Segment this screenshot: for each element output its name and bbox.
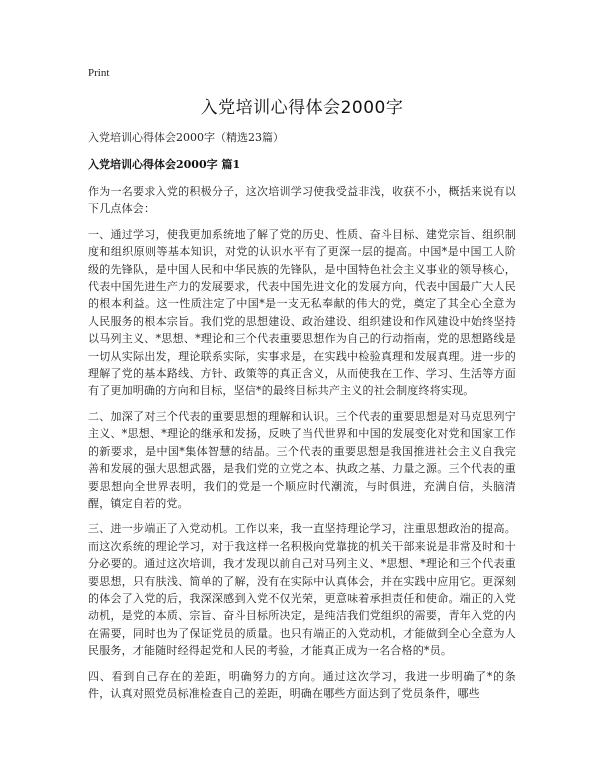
paragraph-point-three: 三、进一步端正了入党动机。工作以来，我一直坚持理论学习，注重思想政治的提高。而这次系统的理论学习，对于我这样一名积极向党靠拢的机关干部来说是非常及时和十分必要的。通过这次培训，我才发现以前自己对马列主义、*思想、*理论和三个代表重要思想，只有肤浅、简单的了解，没有在实际中认真体会，并在实践中应用它。更深刻的体会了入党的后，我深深感到入党不仅光荣，更意味着承担责任和使命。端正的入党动机，是党的本质、宗旨、奋斗目标所决定，是纯洁我们党组织的需要，青年入党的内在需要，同时也为了保证党员的质量。也只有端正的入党动机，才能做到全心全意为人民服务，才能随时经得起党和人民的考验，才能真正成为一名合格的*员。 <box>88 522 516 658</box>
paragraph-intro: 作为一名要求入党的积极分子，这次培训学习使我受益非浅，收获不小，概括来说有以下几点体会： <box>88 185 516 216</box>
document-page <box>88 66 516 702</box>
paragraph-point-two: 二、加深了对三个代表的重要思想的理解和认识。三个代表的重要思想是对马克思列宁主义、*思想、*理论的继承和发扬，反映了当代世界和中国的发展变化对党和国家工作的新要求，是中国*集体智慧的结晶。三个代表的重要思想是我国推进社会主义自我完善和发展的强大思想武器，是我们党的立党之本、执政之基、力量之源。三个代表的重要思想向全世界表明，我们的党是一个顺应时代潮流，与时俱进，充满自信，头脑清醒，镇定自若的党。 <box>88 409 516 510</box>
document-subtitle: 入党培训心得体会2000字（精选23篇） <box>88 131 284 144</box>
paragraph-point-one: 一、通过学习，使我更加系统地了解了党的历史、性质、奋斗目标、建党宗旨、组织制度和组织原则等基本知识，对党的认识水平有了更深一层的提高。中国*是中国工人阶级的先锋队，是中国人民和中华民族的先锋队，是中国特色社会主义事业的领导核心，代表中国先进生产力的发展要求，代表中国先进文化的发展方向，代表中国最广大人民的根本利益。这一性质注定了中国*是一支无私奉献的伟大的党，奠定了其全心全意为人民服务的根本宗旨。我们党的思想建设、政治建设、组织建设和作风建设中始终坚持以马列主义、*思想、*理论和三个代表重要思想作为自己的行动指南，党的思想路线是一切从实际出发，理论联系实际，实事求是，在实践中检验真理和发展真理。进一步的理解了党的基本路线、方针、政策等的真正含义，从而使我在工作、学习、生活等方面有了更加明确的方向和目标，坚信*的最终目标共产主义的社会制度终将实现。 <box>88 227 516 398</box>
print-link[interactable]: Print <box>88 67 110 79</box>
document-title: 入党培训心得体会2000字 <box>200 98 404 118</box>
paragraph-point-four: 四、看到自己存在的差距，明确努力的方向。通过这次学习，我进一步明确了*的条件，认真对照党员标准检查自己的差距，明确在哪些方面达到了党员条件，哪些 <box>88 669 516 700</box>
section-heading: 入党培训心得体会2000字 篇1 <box>88 158 241 171</box>
